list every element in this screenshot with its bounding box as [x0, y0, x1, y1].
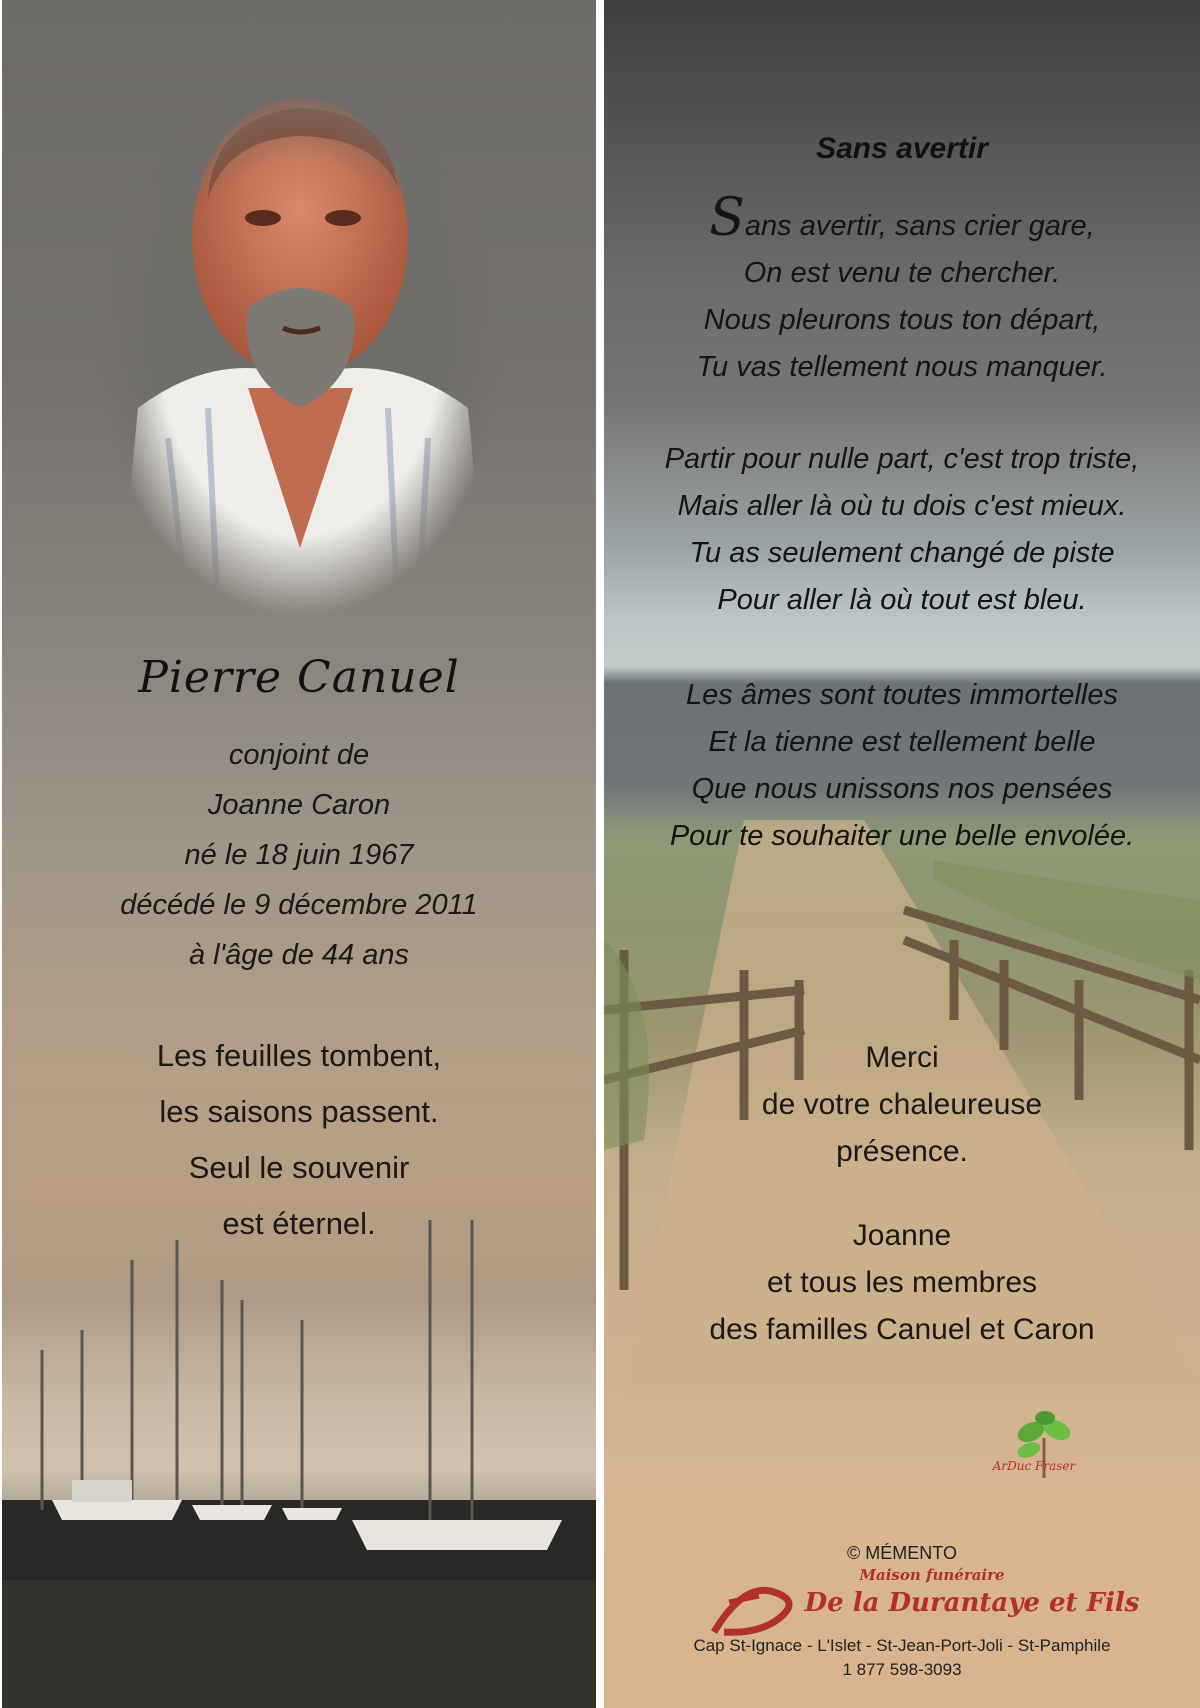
- deceased-details: [2, 730, 596, 980]
- bio-line: Joanne Caron: [207, 789, 391, 821]
- leaf-logo-text: ArDuc Fraser: [992, 1459, 1076, 1473]
- memorial-card-back: [604, 0, 1200, 1708]
- memento-credit: © MÉMENTO: [847, 1543, 957, 1563]
- bio-line: conjoint de: [228, 739, 370, 771]
- poem-dropcap: S: [709, 188, 745, 248]
- poem-line: On est venu te chercher.: [743, 257, 1061, 289]
- funeral-home-locations: Cap St-Ignace - L'Islet - St-Jean-Port-Joli - St-Pamphile: [693, 1636, 1111, 1655]
- poem-title: Sans avertir: [816, 132, 988, 165]
- harbour-sailboats-image: [2, 1220, 596, 1708]
- thanks-line: Merci: [865, 1041, 939, 1074]
- funeral-home-name: De la Durantaye et Fils: [804, 1588, 1140, 1618]
- family-signature: [604, 1212, 1200, 1353]
- funeral-home-phone: 1 877 598-3093: [842, 1660, 962, 1679]
- poem-line: Et la tienne est tellement belle: [708, 726, 1096, 758]
- poem-line: Pour te souhaiter une belle envolée.: [669, 820, 1135, 852]
- verse-line: Les feuilles tombent,: [156, 1038, 442, 1073]
- poem-line: Partir pour nulle part, c'est trop triste,: [664, 443, 1140, 475]
- poem-line: Tu vas tellement nous manquer.: [696, 351, 1108, 383]
- thank-you-message: [604, 1034, 1200, 1175]
- funeral-home-title: Maison funéraire: [859, 1566, 1005, 1584]
- tree-leaf-logo: [959, 1408, 1109, 1498]
- thanks-line: de votre chaleureuse: [761, 1088, 1043, 1121]
- poem-stanza-2: [604, 436, 1200, 624]
- poem-line: Tu as seulement changé de piste: [689, 537, 1115, 569]
- signature-line: Joanne: [852, 1219, 952, 1252]
- poem-line: [604, 188, 1200, 250]
- poem-stanza-1: [604, 188, 1200, 391]
- bio-line: à l'âge de 44 ans: [189, 939, 409, 971]
- verse-line: Seul le souvenir: [188, 1150, 410, 1185]
- deceased-name: Pierre Canuel: [138, 652, 460, 703]
- bio-line: décédé le 9 décembre 2011: [120, 889, 478, 921]
- poem-line: Les âmes sont toutes immortelles: [686, 679, 1118, 711]
- memorial-verse: [2, 1028, 596, 1252]
- poem-stanza-3: [604, 672, 1200, 860]
- memorial-card-front: [2, 0, 596, 1708]
- verse-line: est éternel.: [222, 1206, 376, 1241]
- verse-line: les saisons passent.: [159, 1094, 439, 1129]
- signature-line: et tous les membres: [766, 1266, 1038, 1299]
- poem-line: Pour aller là où tout est bleu.: [717, 584, 1087, 616]
- poem-line-text: ans avertir, sans crier gare,: [744, 210, 1095, 242]
- signature-line: des familles Canuel et Caron: [709, 1313, 1095, 1346]
- poem-line: Nous pleurons tous ton départ,: [703, 304, 1101, 336]
- thanks-line: présence.: [836, 1135, 968, 1168]
- poem-line: Que nous unissons nos pensées: [691, 773, 1113, 805]
- portrait-photo: [98, 78, 502, 618]
- bio-line: né le 18 juin 1967: [184, 839, 414, 871]
- poem-line: Mais aller là où tu dois c'est mieux.: [677, 490, 1127, 522]
